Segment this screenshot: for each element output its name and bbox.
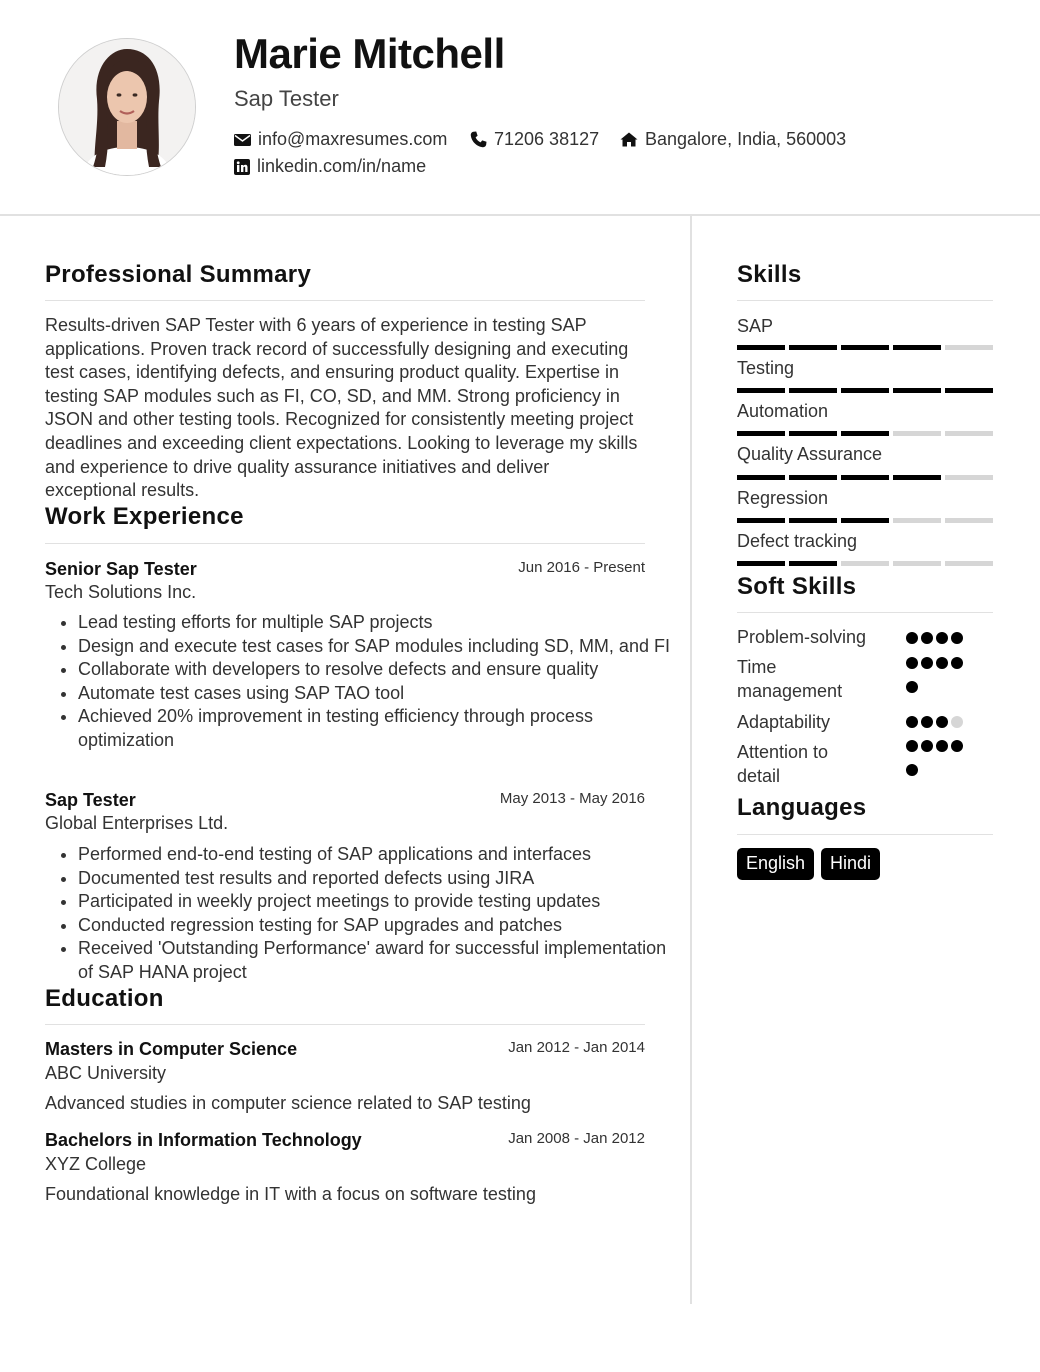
skill-segment-filled	[789, 431, 837, 436]
experience-heading: Work Experience	[45, 503, 244, 530]
rating-dot-filled	[906, 716, 918, 728]
skill-level-bar	[737, 388, 993, 393]
education-description: Foundational knowledge in IT with a focus on software testing	[45, 1184, 536, 1204]
list-item: • Conducted regression testing for SAP upgrades and patches	[78, 914, 678, 938]
list-item: • Participated in weekly project meetings to provide testing updates	[78, 890, 678, 914]
rating-dot-filled	[906, 657, 918, 669]
skill-segment-filled	[841, 345, 889, 350]
job-company: Tech Solutions Inc.	[45, 582, 197, 602]
list-item: • Automate test cases using SAP TAO tool	[78, 682, 678, 706]
skill-label: Automation	[737, 401, 829, 421]
school-name: ABC University	[45, 1063, 167, 1083]
skill-segment-empty	[945, 561, 993, 566]
education-description: Advanced studies in computer science related to SAP testing	[45, 1093, 531, 1113]
skill-segment-empty	[893, 431, 941, 436]
soft-skills-divider	[737, 612, 993, 613]
linkedin-text: linkedin.com/in/name	[257, 156, 427, 176]
candidate-name: Marie Mitchell	[234, 30, 505, 77]
home-icon	[620, 132, 638, 147]
skill-label: Quality Assurance	[737, 444, 883, 464]
skill-segment-filled	[737, 345, 785, 350]
rating-dot-filled	[906, 740, 918, 752]
skills-heading: Skills	[737, 261, 802, 288]
soft-skill-label: Time management	[737, 657, 843, 701]
rating-dot-filled	[906, 632, 918, 644]
degree-title: Masters in Computer Science	[45, 1039, 298, 1059]
job-bullets	[45, 611, 678, 752]
profile-photo	[58, 38, 196, 176]
skill-segment-filled	[945, 388, 993, 393]
rating-dot-filled	[936, 716, 948, 728]
education-dates: Jan 2008 - Jan 2012	[508, 1130, 645, 1147]
summary-divider	[45, 300, 645, 301]
rating-dot-filled	[921, 657, 933, 669]
skill-segment-filled	[789, 345, 837, 350]
experience-divider	[45, 543, 645, 544]
skill-segment-filled	[893, 475, 941, 480]
skill-segment-filled	[893, 345, 941, 350]
skills-divider	[737, 300, 993, 301]
list-item: • Documented test results and reported defects using JIRA	[78, 867, 678, 891]
rating-dot-filled	[921, 740, 933, 752]
job-bullets	[45, 843, 678, 984]
list-item: • Performed end-to-end testing of SAP applications and interfaces	[78, 843, 678, 867]
skill-segment-empty	[945, 345, 993, 350]
phone-text: 71206 38127	[494, 129, 600, 149]
job-dates: May 2013 - May 2016	[499, 790, 645, 807]
soft-skill-rating	[906, 740, 978, 788]
soft-skill-rating	[906, 716, 978, 728]
skill-segment-empty	[893, 518, 941, 523]
job-dates: Jun 2016 - Present	[518, 559, 645, 576]
rating-dot-filled	[936, 740, 948, 752]
skill-segment-filled	[789, 518, 837, 523]
summary-text: Results-driven SAP Tester with 6 years of experience in testing SAP applications. Proven track record of successfully designing and executing test cases, identifying defects, and ensuring product quality. Expertise in testing SAP modules such as FI, CO, SD, and MM. Strong proficiency in JSON and other testing tools. Recognized for consistently meeting project deadlines and exceeding client expectations. Looking to leverage my skills and experience to drive quality assurance initiatives and deliver exceptional results.	[45, 315, 638, 501]
candidate-title: Sap Tester	[234, 86, 339, 111]
email-text: info@maxresumes.com	[258, 129, 448, 149]
rating-dot-filled	[951, 657, 963, 669]
address-text: Bangalore, India, 560003	[645, 129, 847, 149]
languages-heading: Languages	[737, 794, 867, 821]
job-role: Sap Tester	[45, 790, 136, 810]
education-dates: Jan 2012 - Jan 2014	[508, 1039, 645, 1056]
skill-level-bar	[737, 431, 993, 436]
skill-segment-empty	[893, 561, 941, 566]
skill-segment-empty	[841, 561, 889, 566]
job-entry-header	[45, 790, 645, 814]
soft-skill-label: Adaptability	[737, 712, 831, 732]
list-item: • Lead testing efforts for multiple SAP projects	[78, 611, 678, 635]
skill-segment-empty	[945, 518, 993, 523]
linkedin-icon	[234, 159, 250, 175]
skill-segment-filled	[893, 388, 941, 393]
skill-segment-filled	[737, 475, 785, 480]
list-item: • Design and execute test cases for SAP modules including SD, MM, and FI	[78, 635, 678, 659]
skill-label: Defect tracking	[737, 531, 858, 551]
rating-dot-filled	[951, 632, 963, 644]
rating-dot-filled	[921, 632, 933, 644]
job-entry-header	[45, 559, 645, 583]
skill-label: SAP	[737, 316, 774, 336]
skill-segment-filled	[789, 475, 837, 480]
degree-title: Bachelors in Information Technology	[45, 1130, 362, 1150]
skill-label: Testing	[737, 358, 795, 378]
rating-dot-filled	[936, 632, 948, 644]
list-item: • Achieved 20% improvement in testing efficiency through process optimization	[78, 705, 678, 752]
rating-dot-empty	[951, 716, 963, 728]
skill-segment-filled	[737, 561, 785, 566]
skill-label: Regression	[737, 488, 829, 508]
soft-skill-rating	[906, 657, 978, 705]
rating-dot-filled	[936, 657, 948, 669]
soft-skills-heading: Soft Skills	[737, 573, 857, 600]
skill-segment-filled	[841, 388, 889, 393]
list-item: • Collaborate with developers to resolve defects and ensure quality	[78, 658, 678, 682]
skill-segment-empty	[945, 475, 993, 480]
skill-level-bar	[737, 475, 993, 480]
rating-dot-filled	[951, 740, 963, 752]
skill-segment-filled	[841, 475, 889, 480]
skill-segment-filled	[737, 431, 785, 436]
summary-heading: Professional Summary	[45, 261, 312, 288]
column-divider	[690, 216, 692, 1304]
rating-dot-filled	[906, 764, 918, 776]
education-entry-header	[45, 1039, 645, 1063]
soft-skill-label: Attention to detail	[737, 742, 829, 786]
resume-header	[0, 0, 1040, 216]
list-item: • Received 'Outstanding Performance' award for successful implementation of SAP HANA project	[78, 937, 678, 984]
contact-email[interactable]	[234, 129, 447, 150]
skill-segment-filled	[789, 388, 837, 393]
skill-segment-filled	[789, 561, 837, 566]
envelope-icon	[234, 133, 251, 147]
contact-phone[interactable]	[470, 129, 599, 150]
skill-segment-filled	[737, 518, 785, 523]
skill-level-bar	[737, 518, 993, 523]
skill-segment-filled	[737, 388, 785, 393]
language-badge: Hindi	[821, 848, 880, 880]
languages-divider	[737, 834, 993, 835]
soft-skill-rating	[906, 632, 978, 644]
skill-level-bar	[737, 561, 993, 566]
skill-segment-empty	[945, 431, 993, 436]
language-badge: English	[737, 848, 814, 880]
skill-segment-filled	[841, 518, 889, 523]
contact-address	[620, 129, 846, 150]
soft-skill-label: Problem-solving	[737, 627, 867, 647]
education-heading: Education	[45, 985, 164, 1012]
rating-dot-filled	[921, 716, 933, 728]
contact-linkedin[interactable]	[234, 156, 426, 177]
education-entry-header	[45, 1130, 645, 1154]
job-role: Senior Sap Tester	[45, 559, 197, 579]
phone-icon	[470, 131, 487, 148]
rating-dot-filled	[906, 681, 918, 693]
skill-level-bar	[737, 345, 993, 350]
school-name: XYZ College	[45, 1154, 147, 1174]
job-company: Global Enterprises Ltd.	[45, 813, 229, 833]
education-divider	[45, 1024, 645, 1025]
skill-segment-filled	[841, 431, 889, 436]
